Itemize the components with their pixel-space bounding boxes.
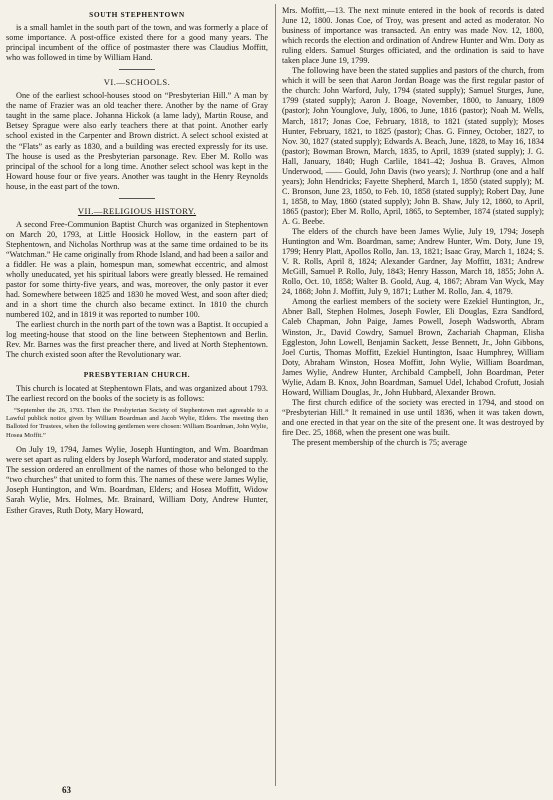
paragraph: One of the earliest school-houses stood on “Presbyterian Hill.” A man by the name of Frazier was an old teacher there. Another by the name of Gray taught in the same place. Johanna Hickok (a lame lady), Martin Rouse, and Betsey Sprague were also early teachers there at that point. Another early school existed in the Carpenter and Brown district. A select school existed at the “Flats” as early as 1830, and a building was erected expressly for its use. The house is used as the Presbyterian parsonage. Rev. Eber M. Rollo was principal of the school for a long time. Another select school was kept in the Howard house four or five years. Another was taught in the Henry Reynolds house, in the east part of the town. bbox=[6, 91, 268, 191]
paragraph: The earliest church in the north part of the town was a Baptist. It occupied a log meeting-house that stood on the line between Stephentown and Berlin. Rev. Mr. Barnes was the first preacher there, and lived at North Stephentown. The church existed soon after the Revolutionary war. bbox=[6, 320, 268, 360]
right-column bbox=[282, 6, 544, 448]
paragraph: The following have been the stated supplies and pastors of the church, from which it will be seen that Aaron Jordan Boage was the first regular pastor of the church: John Warford, July, 1794 (stated supply); Samuel Sturges, June, 1799 (stated supply); Aaron J. Boage, November, 1800, to January, 1809 (pastor); John Younglove, July, 1806, to June, 1816 (pastor); Noah M. Wells, March, 1817; Jonas Coe, February, 1818, to 1821 (stated supply); Moses Hunter, February, 1821, to 1825 (pastor); Chas. G. Finney, October, 1827, to Nov. 30, 1827 (stated supply); Edwards A. Beach, June, 1828, to May 16, 1834 (pastor); Bowman Brown, March, 1835, to April, 1839 (stated supply); J. G. Hall, January, 1840; Hugh Carlile, 1841–42; Joshua B. Graves, Almon Underwood, —— Gould, John Davis (two years); J. Northrup (one and a half years); John Hendricks; Fayette Shepherd, March 1, 1850 (stated supply); M. C. Bronson, June 23, 1850, to Feb. 10, 1858 (stated supply); Robert Day, June 1, 1858, to May, 1860 (stated supply); John B. Shaw, July 12, 1860, to April, 1865 (pastor); Eber M. Rollo, April, 1865, to September, 1874 (stated supply); A. G. Beebe. bbox=[282, 66, 544, 226]
paragraph: The present membership of the church is 75; average bbox=[292, 438, 468, 448]
column-rule bbox=[275, 4, 276, 786]
left-column bbox=[6, 6, 268, 516]
heading-presbyterian-church: PRESBYTERIAN CHURCH. bbox=[83, 370, 191, 380]
section-divider bbox=[119, 198, 155, 199]
paragraph: Among the earliest members of the society were Ezekiel Huntington, Jr., Abner Ball, Stephen Holmes, Joseph Fowler, Eli Douglas, Ezra Sandford, Caleb Chapman, John Paige, James Powell, Joseph Wadsworth, Abram Winston, Jr., David Cowdry, Samuel Brown, Zachariah Chapman, Elisha Eggleston, John Lowell, Benjamin Sackett, Jesse Bennett, Jr., John Gibbons, Joel Curtis, Thomas Moffitt, Ezekiel Huntington, Isaac Humphrey, William Doty, Abraham Winston, Hosea Moffitt, John Wylie, William Boardman, James Wylie, Andrew Hunter, Archibald Campbell, John Boardman, Peter Wylie, Adam B. Knox, John Boardman, Samuel Udel, Ichabod Crofutt, Josiah Howard, William Douglas, Jr., John Hubbard, Alexander Brown. bbox=[282, 297, 544, 397]
paragraph: The elders of the church have been James Wylie, July 19, 1794; Joseph Huntington and Wm. Boardman, same; Andrew Hunter, Wm. Doty, June 19, 1799; Henry Platt, Apollos Rollo, Jan. 13, 1821; Isaac Gray, March 1, 1824; S. V. R. Rolls, April 8, 1824; Alexander Gardner, Jay Moffitt, 1831; Andrew McGill, Samuel P. Rollo, July, 1843; Henry Hasson, March 18, 1855; John A. Rollo, Oct. 10, 1858; Walter B. Goold, Aug. 4, 1867; Abram Van Wyck, May 24, 1868; John J. Moffitt, July 9, 1871; Luther M. Rollo, Jan. 4, 1879. bbox=[282, 227, 544, 297]
paragraph: is a small hamlet in the south part of the town, and was formerly a place of some importance. A post-office existed there for a good many years. The principal incumbent of the office of postmaster there was Claudius Moffitt, who was followed in time by William Hand. bbox=[6, 23, 268, 63]
paragraph: Mrs. Moffitt,—13. The next minute entered in the book of records is dated June 12, 1800. Jonas Coe, of Troy, was present and acted as moderator. No business of importance was transacted. An entry was made Nov. 12, 1800, which records the election and ordination of Andrew Hunter and Wm. Doty as ruling elders. Samuel Sturges officiated, and the ordination is said to have taken place June 19, 1799. bbox=[282, 6, 544, 66]
paragraph: This church is located at Stephentown Flats, and was organized about 1793. The earliest record on the books of the society is as follows: bbox=[6, 383, 268, 403]
heading-south-stephentown: SOUTH STEPHENTOWN bbox=[89, 10, 185, 19]
paragraph: A second Free-Communion Baptist Church was organized in Stephentown on March 20, 1793, at Little Hoosick Hollow, in the eastern part of Stephentown, and Nicholas Northrup was at the same time ordained to be its “Watchman.” He came originally from Rhode Island, and had been a sailor and a fiddler. He was a plain, homespun man, somewhat eccentric, and almost wholly uneducated, yet his spiritual labors were greatly blessed. He remained pastor for some thirty-five years, and was, moreover, the only pastor it ever had. Somewhere between 1825 and 1830 he moved West, and soon after died; and in a short time the church also became extinct. In 1810 the church numbered 102, and in 1819 it was reported to number 100. bbox=[6, 219, 268, 320]
page-number: 63 bbox=[62, 785, 71, 795]
paragraph: On July 19, 1794, James Wylie, Joseph Huntington, and Wm. Boardman were set apart as ruling elders by Joseph Warford, moderator and stated supply. The session ordered an enrollment of the names of those who belonged to the “two churches” that united to form this. The names of these were James Wylie, Joseph Huntington, and Wm. Boardman, Elders; and Hosea Moffitt, Widow Sarah Wylie, Mrs. Holmes, Mr. Brainard, William Doty, Andrew Hunter, Esther Graves, Ruth Doty, Mary Howard, bbox=[6, 445, 268, 515]
section-divider bbox=[119, 69, 155, 70]
paragraph: The first church edifice of the society was erected in 1794, and stood on “Presbyterian Hill.” It remained in use until 1836, when it was taken down, and one erected in that year on the site of the present one. It was destroyed by fire Dec. 25, 1868, when the present one was built. bbox=[282, 397, 544, 437]
quoted-record: “September the 26, 1793. Then the Presbyterian Society of Stephentown met agreeable to a Lawful publick notice given by William Boardman and Jacob Wylie, Elders. The meeting then Balloted for Trustees, when the following gentlemen were chosen: William Boardman, John Wylie, Hosea Moffit.” bbox=[6, 406, 268, 439]
heading-schools: VI.—SCHOOLS. bbox=[103, 77, 171, 88]
heading-religious-history: VII.—RELIGIOUS HISTORY. bbox=[77, 205, 197, 216]
